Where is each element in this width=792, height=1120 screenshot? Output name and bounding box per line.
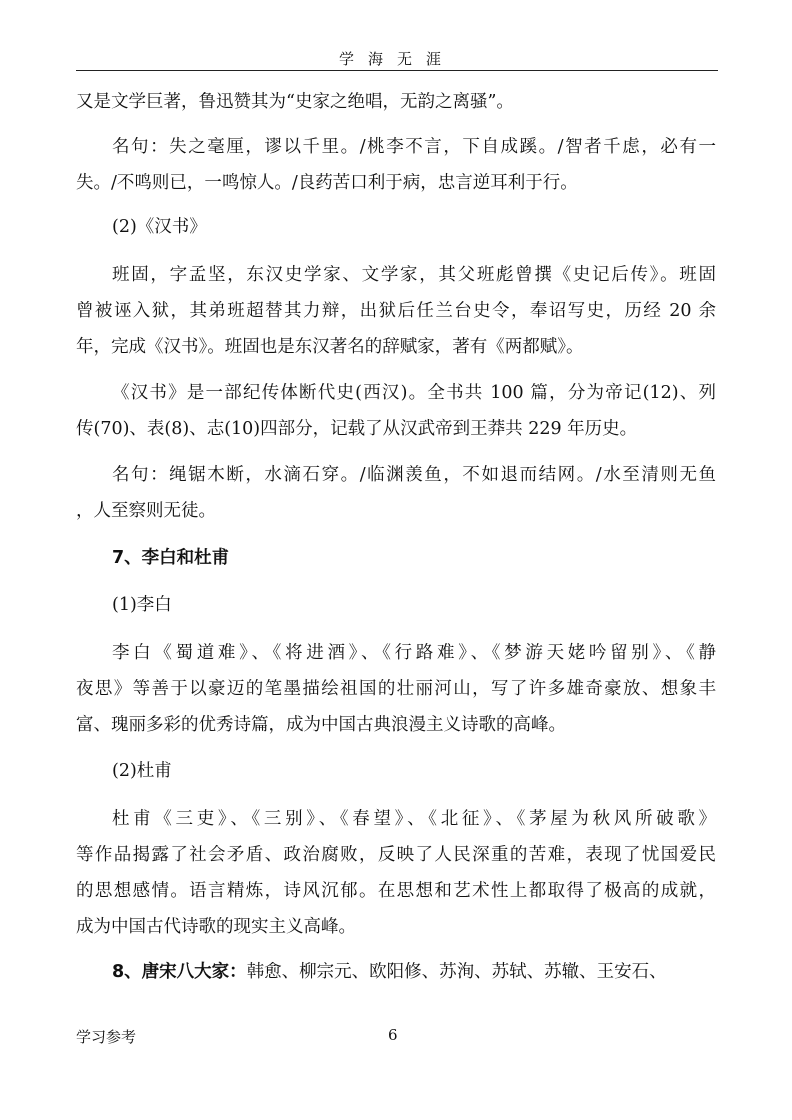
paragraph-line: 传(70)、表(8)、志(10)四部分，记载了从汉武帝到王莽共 229 年历史。 xyxy=(76,419,638,439)
paragraph-line: 名句：失之毫厘，谬以千里。/桃李不言，下自成蹊。/智者千虑，必有一 xyxy=(112,137,716,157)
paragraph-line: 杜甫《三吏》、《三别》、《春望》、《北征》、《茅屋为秋风所破歌》 xyxy=(112,809,716,829)
section-subheading: (2)杜甫 xyxy=(112,761,172,781)
paragraph-line: 班固，字孟坚，东汉史学家、文学家，其父班彪曾撰《史记后传》。班固 xyxy=(112,265,716,285)
paragraph-line: 又是文学巨著，鲁迅赞其为“史家之绝唱，无韵之离骚”。 xyxy=(76,92,514,112)
paragraph-line: 等作品揭露了社会矛盾、政治腐败，反映了人民深重的苦难，表现了忧国爱民 xyxy=(76,845,716,865)
paragraph-line: 李白《蜀道难》、《将进酒》、《行路难》、《梦游天姥吟留别》、《静 xyxy=(112,643,716,663)
paragraph-line: 富、瑰丽多彩的优秀诗篇，成为中国古典浪漫主义诗歌的高峰。 xyxy=(76,715,566,735)
header-divider xyxy=(76,70,718,71)
paragraph-line: 夜思》等善于以豪迈的笔墨描绘祖国的壮丽河山，写了许多雄奇豪放、想象丰 xyxy=(76,679,716,699)
paragraph-line: 《汉书》是一部纪传体断代史(西汉)。全书共 100 篇，分为帝记(12)、列 xyxy=(112,383,716,403)
section-subheading: (2)《汉书》 xyxy=(112,217,207,237)
page-number: 6 xyxy=(388,1026,398,1044)
paragraph-line: 名句：绳锯木断，水滴石穿。/临渊羡鱼，不如退而结网。/水至清则无鱼 xyxy=(112,465,716,485)
page-header-title: 学海无涯 xyxy=(338,50,455,68)
paragraph-line: 成为中国古代诗歌的现实主义高峰。 xyxy=(76,917,356,937)
section-subheading: (1)李白 xyxy=(112,595,172,615)
footer-label: 学习参考 xyxy=(76,1028,137,1046)
section-heading-inline: 8、唐宋八大家： xyxy=(112,962,247,982)
paragraph-line: 年，完成《汉书》。班固也是东汉著名的辞赋家，著有《两都赋》。 xyxy=(76,337,584,357)
paragraph-text: 韩愈、柳宗元、欧阳修、苏洵、苏轼、苏辙、王安石、 xyxy=(246,962,667,982)
paragraph-line xyxy=(112,960,667,984)
paragraph-line: ，人至察则无徒。 xyxy=(76,501,216,521)
paragraph-line: 失。/不鸣则已，一鸣惊人。/良药苦口利于病，忠言逆耳利于行。 xyxy=(76,173,578,193)
paragraph-line: 曾被诬入狱，其弟班超替其力辩，出狱后任兰台史令，奉诏写史，历经 20 余 xyxy=(76,301,716,321)
paragraph-line: 的思想感情。语言精炼，诗风沉郁。在思想和艺术性上都取得了极高的成就， xyxy=(76,881,716,901)
section-heading: 7、李白和杜甫 xyxy=(112,548,230,568)
